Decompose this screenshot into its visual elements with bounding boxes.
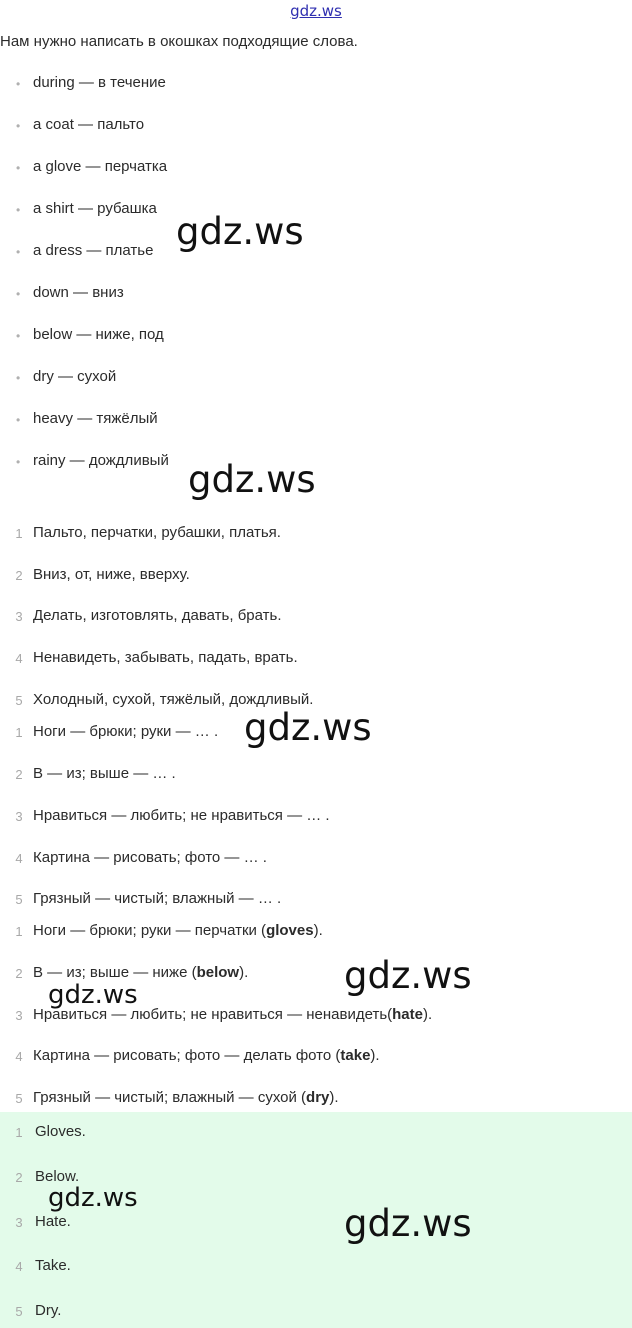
item-number: 3 xyxy=(15,1008,23,1023)
bullet-icon: • xyxy=(16,455,21,469)
vocab-item: dry — сухой xyxy=(33,368,117,385)
watermark-text: gdz.ws xyxy=(188,458,316,501)
list-item xyxy=(33,1047,380,1064)
watermark-text: gdz.ws xyxy=(244,706,372,749)
solution-end: ). xyxy=(422,1006,433,1023)
item-number: 4 xyxy=(15,1259,23,1274)
item-number: 2 xyxy=(15,568,23,583)
solution-text: Ноги — брюки; руки — перчатки ( xyxy=(33,922,267,939)
solution-text: Картина — рисовать; фото — делать фото ( xyxy=(33,1047,341,1064)
solution-text: В — из; выше — ниже ( xyxy=(33,964,197,981)
answer-item: Below. xyxy=(35,1168,80,1185)
item-number: 2 xyxy=(15,767,23,782)
vocab-item: a glove — перчатка xyxy=(33,158,168,175)
answer-item: Take. xyxy=(35,1257,71,1274)
watermark-text: gdz.ws xyxy=(344,954,472,997)
vocab-item: a shirt — рубашка xyxy=(33,200,157,217)
item-number: 5 xyxy=(15,1304,23,1319)
bullet-icon: • xyxy=(16,245,21,259)
list-item: В — из; выше — … . xyxy=(33,765,176,782)
list-item xyxy=(33,964,248,981)
answer-word: gloves xyxy=(266,922,314,939)
list-item: Картина — рисовать; фото — … . xyxy=(33,849,267,866)
vocab-item: a coat — пальто xyxy=(33,116,145,133)
watermark-text: gdz.ws xyxy=(176,210,304,253)
list-item: Ненавидеть, забывать, падать, врать. xyxy=(33,649,298,666)
watermark-text: gdz.ws xyxy=(48,1183,138,1213)
bullet-icon: • xyxy=(16,203,21,217)
bullet-icon: • xyxy=(16,287,21,301)
list-item: Ноги — брюки; руки — … . xyxy=(33,723,219,740)
item-number: 3 xyxy=(15,1215,23,1230)
bullet-icon: • xyxy=(16,413,21,427)
list-item xyxy=(33,1089,339,1106)
list-item: Грязный — чистый; влажный — … . xyxy=(33,890,282,907)
answer-block xyxy=(0,1112,632,1328)
solution-text: Грязный — чистый; влажный — сухой ( xyxy=(33,1089,307,1106)
item-number: 4 xyxy=(15,1049,23,1064)
solution-end: ). xyxy=(313,922,323,939)
answer-word: below xyxy=(196,964,240,981)
vocab-item: a dress — платье xyxy=(33,242,154,259)
item-number: 4 xyxy=(15,651,23,666)
item-number: 1 xyxy=(15,725,23,740)
list-item: Вниз, от, ниже, вверху. xyxy=(33,566,190,583)
answer-item: Hate. xyxy=(35,1213,71,1230)
item-number: 3 xyxy=(15,809,23,824)
list-item: Нравиться — любить; не нравиться — … . xyxy=(33,807,330,824)
item-number: 3 xyxy=(15,609,23,624)
item-number: 1 xyxy=(15,1125,23,1140)
top-watermark-link[interactable]: gdz.ws xyxy=(290,2,342,20)
bullet-icon: • xyxy=(16,119,21,133)
list-item xyxy=(33,922,323,939)
intro-text: Нам нужно написать в окошках подходящие слова. xyxy=(0,33,358,50)
vocab-item: rainy — дождливый xyxy=(33,452,169,469)
list-item: Делать, изготовлять, давать, брать. xyxy=(33,607,282,624)
item-number: 5 xyxy=(15,1091,23,1106)
item-number: 1 xyxy=(15,526,23,541)
item-number: 5 xyxy=(15,892,23,907)
answer-word: take xyxy=(340,1047,371,1064)
item-number: 4 xyxy=(15,851,23,866)
solution-end: ). xyxy=(329,1089,339,1106)
bullet-icon: • xyxy=(16,371,21,385)
answer-item: Gloves. xyxy=(35,1123,86,1140)
item-number: 2 xyxy=(15,1170,23,1185)
item-number: 5 xyxy=(15,693,23,708)
solution-end: ). xyxy=(239,964,249,981)
watermark-text: gdz.ws xyxy=(344,1202,472,1245)
vocab-item: below — ниже, под xyxy=(33,326,164,343)
bullet-icon: • xyxy=(16,161,21,175)
bullet-icon: • xyxy=(16,77,21,91)
bullet-icon: • xyxy=(16,329,21,343)
list-item: Холодный, сухой, тяжёлый, дождливый. xyxy=(33,691,314,708)
answer-word: hate xyxy=(392,1006,423,1023)
vocab-item: down — вниз xyxy=(33,284,124,301)
item-number: 1 xyxy=(15,924,23,939)
answer-item: Dry. xyxy=(35,1302,62,1319)
vocab-item: heavy — тяжёлый xyxy=(33,410,158,427)
vocab-item: during — в течение xyxy=(33,74,166,91)
solution-end: ). xyxy=(370,1047,380,1064)
list-item: Пальто, перчатки, рубашки, платья. xyxy=(33,524,281,541)
solution-text: Нравиться — любить; не нравиться — ненавидеть( xyxy=(33,1006,393,1023)
answer-word: dry xyxy=(306,1089,330,1106)
watermark-text: gdz.ws xyxy=(48,980,138,1010)
item-number: 2 xyxy=(15,966,23,981)
